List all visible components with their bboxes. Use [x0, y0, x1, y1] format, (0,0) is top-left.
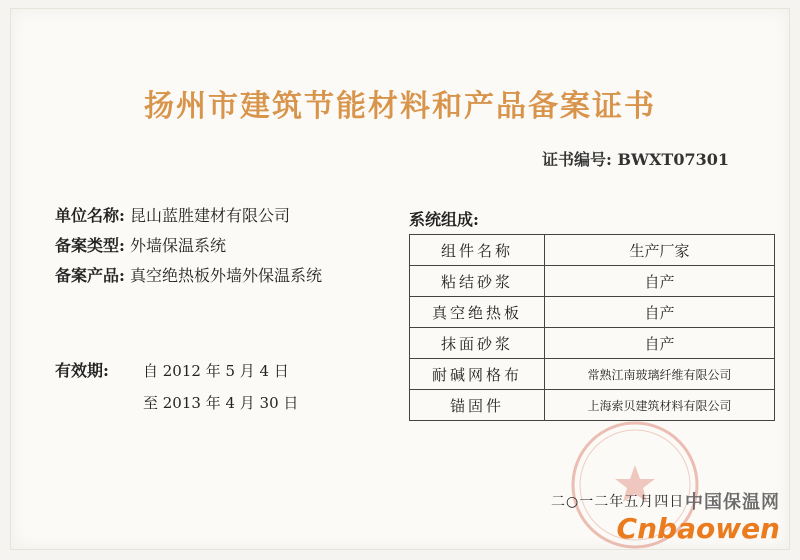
component-name: 抹面砂浆 [410, 328, 545, 359]
component-name: 粘结砂浆 [410, 266, 545, 297]
validity-to-row [55, 387, 298, 419]
validity-period [55, 355, 298, 419]
table-row [410, 390, 775, 421]
table-header-row [410, 235, 775, 266]
column-header-manufacturer: 生产厂家 [545, 235, 775, 266]
unit-name-row [55, 201, 322, 231]
watermark-en-text: Cnbaowen [616, 512, 780, 545]
manufacturer-name: 上海索贝建筑材料有限公司 [545, 390, 775, 421]
issue-date: 二○一二年五月四日 [551, 494, 685, 510]
system-composition-label: 系统组成: [409, 210, 479, 229]
certificate-page [10, 8, 790, 550]
registered-product-value: 真空绝热板外墙外保温系统 [130, 266, 323, 285]
component-name: 锚固件 [410, 390, 545, 421]
certificate-number-value: BWXT07301 [617, 150, 729, 169]
table-row [410, 297, 775, 328]
site-watermark [617, 488, 780, 544]
registered-product-row [55, 261, 322, 291]
table-row [410, 359, 775, 390]
validity-to: 至 2013 年 4 月 30 日 [143, 394, 299, 412]
certificate-title: 扬州市建筑节能材料和产品备案证书 [144, 89, 656, 124]
system-composition-table [409, 234, 775, 421]
component-name: 耐碱网格布 [410, 359, 545, 390]
certificate-number-label: 证书编号: [542, 150, 612, 169]
component-name: 真空绝热板 [410, 297, 545, 328]
table-row [410, 266, 775, 297]
manufacturer-name: 自产 [545, 266, 775, 297]
column-header-component: 组件名称 [410, 235, 545, 266]
validity-from: 自 2012 年 5 月 4 日 [143, 362, 289, 380]
table-row [410, 328, 775, 359]
certificate-number [542, 147, 729, 170]
unit-name-value: 昆山蓝胜建材有限公司 [130, 206, 291, 225]
manufacturer-name: 常熟江南玻璃纤维有限公司 [545, 359, 775, 390]
registration-fields [55, 201, 322, 291]
registration-type-row [55, 231, 322, 261]
validity-label: 有效期: [55, 361, 109, 380]
watermark-cn-text: 中国保温网 [685, 492, 780, 513]
validity-from-row [55, 355, 298, 387]
registered-product-label: 备案产品: [55, 266, 125, 285]
unit-name-label: 单位名称: [55, 206, 125, 225]
registration-type-value: 外墙保温系统 [130, 236, 227, 255]
registration-type-label: 备案类型: [55, 236, 125, 255]
manufacturer-name: 自产 [545, 297, 775, 328]
manufacturer-name: 自产 [545, 328, 775, 359]
